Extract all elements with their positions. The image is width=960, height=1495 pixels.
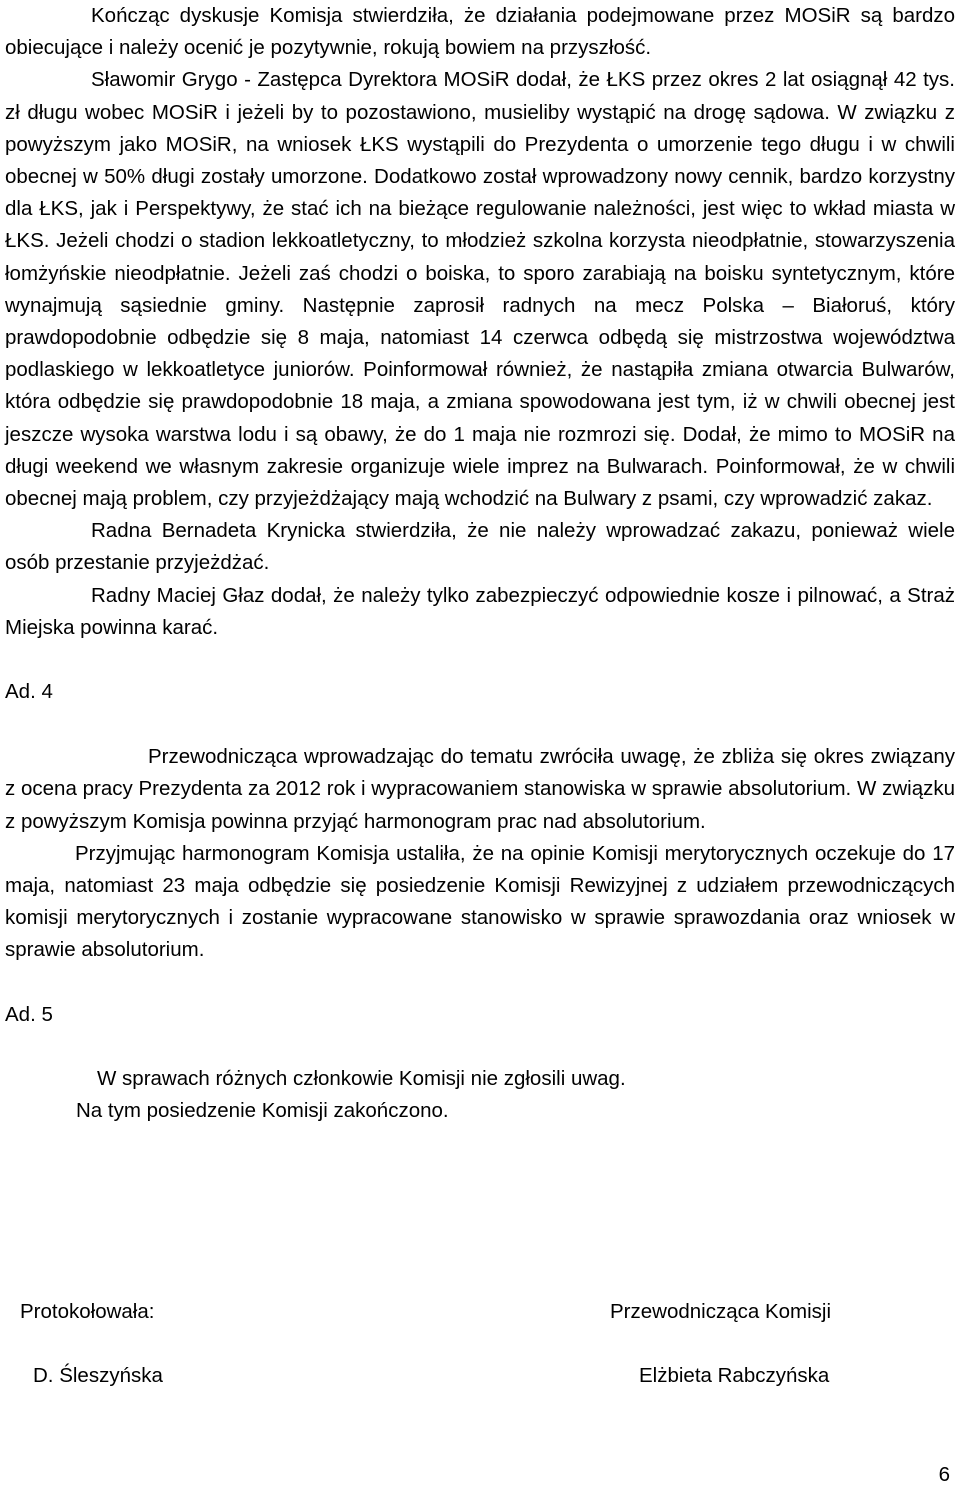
section-heading-ad5: Ad. 5: [5, 1002, 53, 1026]
spacer: [5, 1031, 955, 1063]
section-heading-ad4: Ad. 4: [5, 680, 53, 704]
paragraph-other-matters: W sprawach różnych członkowie Komisji nie zgłosili uwag.: [97, 1066, 626, 1090]
spacer: [5, 967, 955, 999]
page-number: 6: [938, 1463, 950, 1486]
spacer: [5, 708, 955, 741]
signature-left-name: D. Śleszyńska: [33, 1364, 163, 1387]
signature-left-label: Protokołowała:: [20, 1300, 155, 1323]
paragraph-krynicka-statement: Radna Bernadeta Krynicka stwierdziła, że nie należy wprowadzać zakazu, ponieważ wiele osób przestanie przyjeżdżać.: [5, 519, 955, 575]
signature-right-name: Elżbieta Rabczyńska: [639, 1364, 830, 1387]
paragraph-glaz-statement: Radny Maciej Głaz dodał, że należy tylko zabezpieczyć odpowiednie kosze i pilnować, a Straż Miejska powinna karać.: [5, 583, 955, 639]
document-page: [5, 0, 955, 1127]
spacer: [5, 644, 955, 676]
paragraph-schedule-adoption: Przyjmując harmonogram Komisja ustaliła, że na opinie Komisji merytorycznych oczekuje do 17 maja, natomiast 23 maja odbędzie się posiedzenie Komisji Rewizyjnej z udziałem przewodniczących komisji merytorycznych i zostanie wypracowane stanowisko w sprawie sprawozdania oraz wniosek w sprawie absolutorium.: [5, 841, 955, 962]
paragraph-chair-introduction: Przewodnicząca wprowadzając do tematu zwróciła uwagę, że zbliża się okres związany z ocena pracy Prezydenta za 2012 rok i wypracowaniem stanowiska w sprawie absolutorium. W związku z powyższym Komisja powinna przyjąć harmonogram prac nad absolutorium.: [5, 745, 955, 833]
paragraph-meeting-closed: Na tym posiedzenie Komisji zakończono.: [76, 1099, 449, 1123]
paragraph-grygo-statement: Sławomir Grygo - Zastępca Dyrektora MOSiR dodał, że ŁKS przez okres 2 lat osiągnął 42 tys. zł długu wobec MOSiR i jeżeli by to pozostawiono, musieliby wystąpić na drogę sądowa. W związku z powyższym jako MOSiR, na wniosek ŁKS wystąpili do Prezydenta o umorzenie tego długu i w chwili obecnej w 50% długi zostały umorzone. Dodatkowo został wprowadzony nowy cennik, bardzo korzystny dla ŁKS, jak i Perspektywy, że stać ich na bieżące regulowanie należności, jest więc to wkład miasta w ŁKS. Jeżeli chodzi o stadion lekkoatletyczny, to młodzież szkolna korzysta nieodpłatnie, stowarzyszenia łomżyńskie nieodpłatnie. Jeżeli zaś chodzi o boiska, to sporo zarabiają na boisku syntetycznym, które wynajmują sąsiednie gminy. Następnie zaprosił radnych na mecz Polska – Białoruś, który prawdopodobnie odbędzie się 8 maja, natomiast 14 czerwca odbędą się mistrzostwa województwa podlaskiego w lekkoatletyce juniorów. Poinformował również, że nastąpiła zmiana otwarcia Bulwarów, która odbędzie się prawdopodobnie 18 maja, a zmiana spowodowana jest tym, iż w chwili obecnej jest jeszcze wysoka warstwa lodu i są obawy, że do 1 maja nie rozmrozi się. Dodał, że mimo to MOSiR na długi weekend we własnym zakresie organizuje wiele imprez na Bulwarach. Poinformował, że w chwili obecnej mają problem, czy przyjeżdżający mają wchodzić na Bulwary z psami, czy wprowadzić zakaz.: [5, 68, 955, 511]
paragraph-commission-conclusion: Kończąc dyskusje Komisja stwierdziła, że działania podejmowane przez MOSiR są bardzo obiecujące i należy ocenić je pozytywnie, rokują bowiem na przyszłość.: [5, 4, 955, 60]
signature-right-label: Przewodnicząca Komisji: [610, 1300, 832, 1323]
